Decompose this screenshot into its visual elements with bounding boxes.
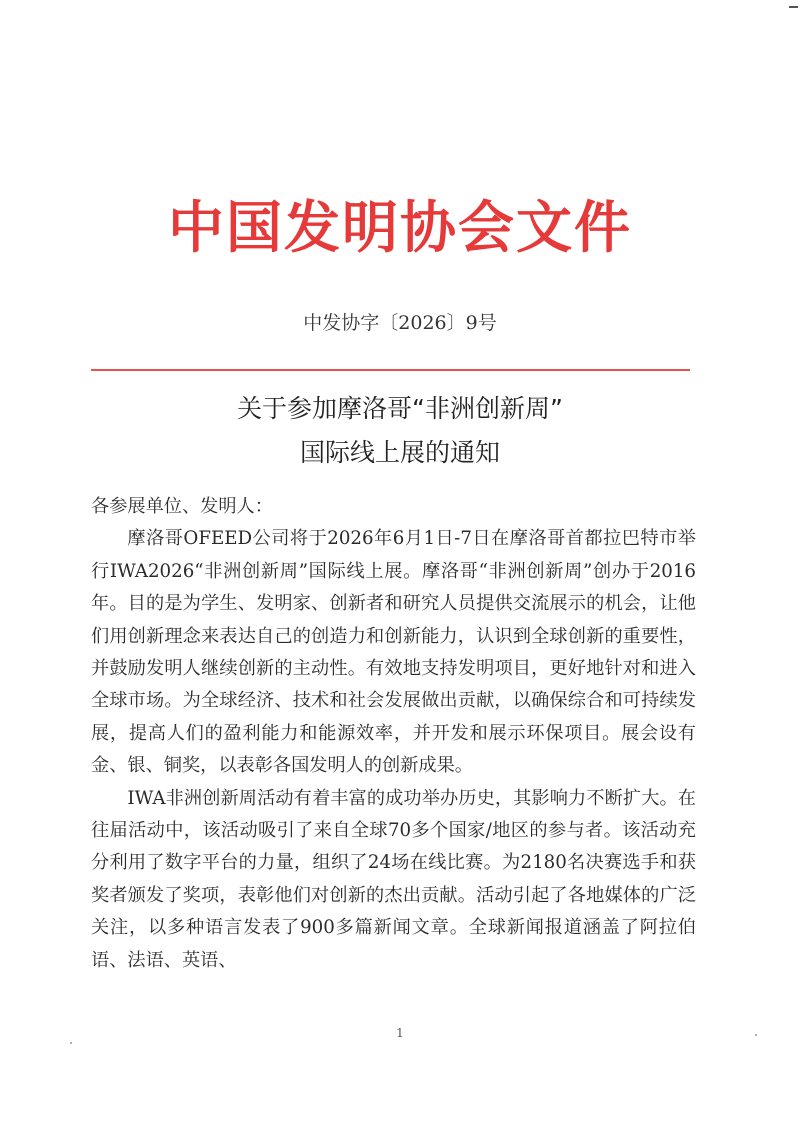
page-number: 1 — [396, 1026, 404, 1040]
salutation: 各参展单位、发明人： — [91, 496, 273, 517]
red-divider-line — [91, 369, 690, 371]
body-paragraph-1: 摩洛哥OFEED公司将于2026年6月1日-7日在摩洛哥首都拉巴特市举行IWA2026“非洲创新周”国际线上展。摩洛哥“非洲创新周”创办于2016年。目的是为学生、发明家、创新者和研究人员提供交流展示的机会，让他们用创新理念来表达自己的创造力和创新能力，认识到全球创新的重要性，并鼓励发明人继续创新的主动性。有效地支持发明项目，更好地针对和进入全球市场。为全球经济、技术和社会发展做出贡献，以确保综合和可持续发展，提高人们的盈利能力和能源效率，并开发和展示环保项目。展会设有金、银、铜奖，以表彰各国发明人的创新成果。 — [91, 528, 696, 777]
document-body — [91, 491, 696, 977]
notice-title-line-2: 国际线上展的通知 — [299, 438, 500, 467]
body-paragraph-2: IWA非洲创新周活动有着丰富的成功举办历史，其影响力不断扩大。在往届活动中，该活动吸引了来自全球70多个国家/地区的参与者。该活动充分利用了数字平台的力量，组织了24场在线比赛。为2180名决赛选手和获奖者颁发了奖项，表彰他们对创新的杰出贡献。活动引起了各地媒体的广泛关注，以多种语言发表了900多篇新闻文章。全球新闻报道涵盖了阿拉伯语、法语、英语、 — [91, 787, 696, 971]
scan-edge-mark — [789, 6, 798, 8]
notice-title-line-1: 关于参加摩洛哥“非洲创新周” — [237, 394, 563, 423]
scan-speck — [70, 1042, 72, 1044]
document-number: 中发协字〔2026〕9号 — [303, 312, 497, 334]
notice-title — [0, 387, 800, 475]
document-header-title: 中国发明协会文件 — [168, 195, 632, 261]
